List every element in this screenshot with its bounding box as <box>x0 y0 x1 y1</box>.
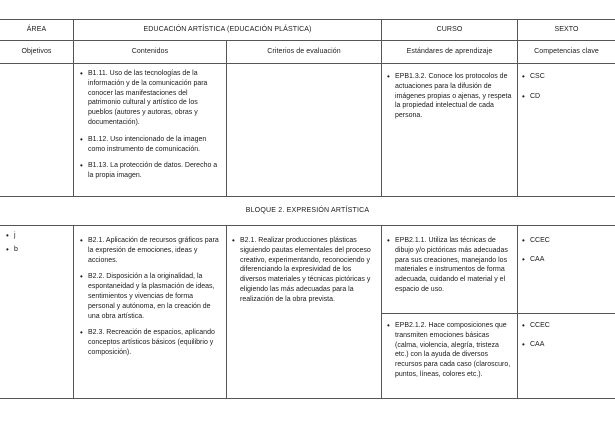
vrule <box>381 40 382 196</box>
rule-top <box>0 19 615 20</box>
list-item: • CD <box>522 92 610 102</box>
col-criterios: Criterios de evaluación <box>267 48 341 55</box>
rule-bottom <box>0 398 615 399</box>
list-item: • B2.1. Aplicación de recursos gráficos para la expresión de emociones, ideas y acciones. <box>80 236 220 265</box>
rule-row-split <box>381 313 615 314</box>
rule-block1-end <box>0 196 615 197</box>
block2-objetivos <box>6 231 68 262</box>
list-item: • B1.11. Uso de las tecnologías de la información y de la comunicación para conocer las manifestaciones del patrimonio cultural y artístico de los pueblos (autores y autoras, obras y documentación). <box>80 69 220 128</box>
vrule <box>73 40 74 196</box>
block1-estandares <box>387 72 513 128</box>
list-item: • EPB2.1.1. Utiliza las técnicas de dibujo y/o pictóricas más adecuadas para sus creaciones, manejando los materiales e instrumentos de forma adecuada, cuidando el material y el espacio de uso. <box>387 236 513 295</box>
block2-contenidos <box>80 236 220 365</box>
vrule <box>517 225 518 398</box>
list-item: • CCEC <box>522 236 610 246</box>
list-item: • EPB2.1.2. Hace composiciones que transmiten emociones básicas (calma, violencia, alegría, tristeza etc.) con la ayuda de diversos recursos para cada caso (claroscuro, puntos, líneas, colores etc.). <box>387 321 513 380</box>
block2-title: BLOQUE 2. EXPRESIÓN ARTÍSTICA <box>245 207 370 214</box>
col-contenidos: Contenidos <box>131 48 169 55</box>
list-item: • B2.2. Disposición a la originalidad, la espontaneidad y la plasmación de ideas, sentimientos y vivencias de forma personal y autónoma, en la creación de una obra artística. <box>80 272 220 321</box>
col-competencias: Competencias clave <box>534 48 599 55</box>
list-item: • j <box>6 231 68 241</box>
vrule <box>73 225 74 398</box>
header-subject: EDUCACIÓN ARTÍSTICA (EDUCACIÓN PLÁSTICA) <box>143 26 312 33</box>
header-area: ÁREA <box>26 26 47 33</box>
list-item: • B2.3. Recreación de espacios, aplicando conceptos artísticos básicos (equilibrio y composición). <box>80 328 220 357</box>
block1-competencias <box>522 72 610 109</box>
rule-header <box>0 40 615 41</box>
header-course-label: CURSO <box>436 26 463 33</box>
col-objetivos: Objetivos <box>21 48 52 55</box>
list-item: • CCEC <box>522 321 610 331</box>
rule-block2-title <box>0 225 615 226</box>
list-item: • B2.1. Realizar producciones plásticas siguiendo pautas elementales del proceso creativo, experimentando, reconociendo y diferenciando la expresividad de los diversos materiales y técnicas pictóricas y eligiendo las más adecuadas para la realización de la obra prevista. <box>232 236 376 305</box>
header-course-value: SEXTO <box>554 26 579 33</box>
list-item: • B1.13. La protección de datos. Derecho a la propia imagen. <box>80 161 220 181</box>
vrule <box>517 40 518 196</box>
vrule <box>226 40 227 196</box>
list-item: • CAA <box>522 255 610 265</box>
block2-criterios <box>232 236 376 312</box>
block2-estandares-2 <box>387 321 513 387</box>
list-item: • EPB1.3.2. Conoce los protocolos de actuaciones para la difusión de imágenes propias o ajenas, y respeta la propiedad intelectual de cada persona. <box>387 72 513 121</box>
block1-contenidos <box>80 69 220 188</box>
list-item: • B1.12. Uso intencionado de la imagen como instrumento de comunicación. <box>80 135 220 155</box>
vrule <box>381 225 382 398</box>
block2-competencias-2 <box>522 321 610 357</box>
block2-competencias-1 <box>522 236 610 272</box>
rule-subheader <box>0 63 615 64</box>
list-item: • CSC <box>522 72 610 82</box>
list-item: • CAA <box>522 340 610 350</box>
block2-estandares-1 <box>387 236 513 302</box>
col-estandares: Estándares de aprendizaje <box>406 48 493 55</box>
list-item: • b <box>6 245 68 255</box>
vrule <box>226 225 227 398</box>
